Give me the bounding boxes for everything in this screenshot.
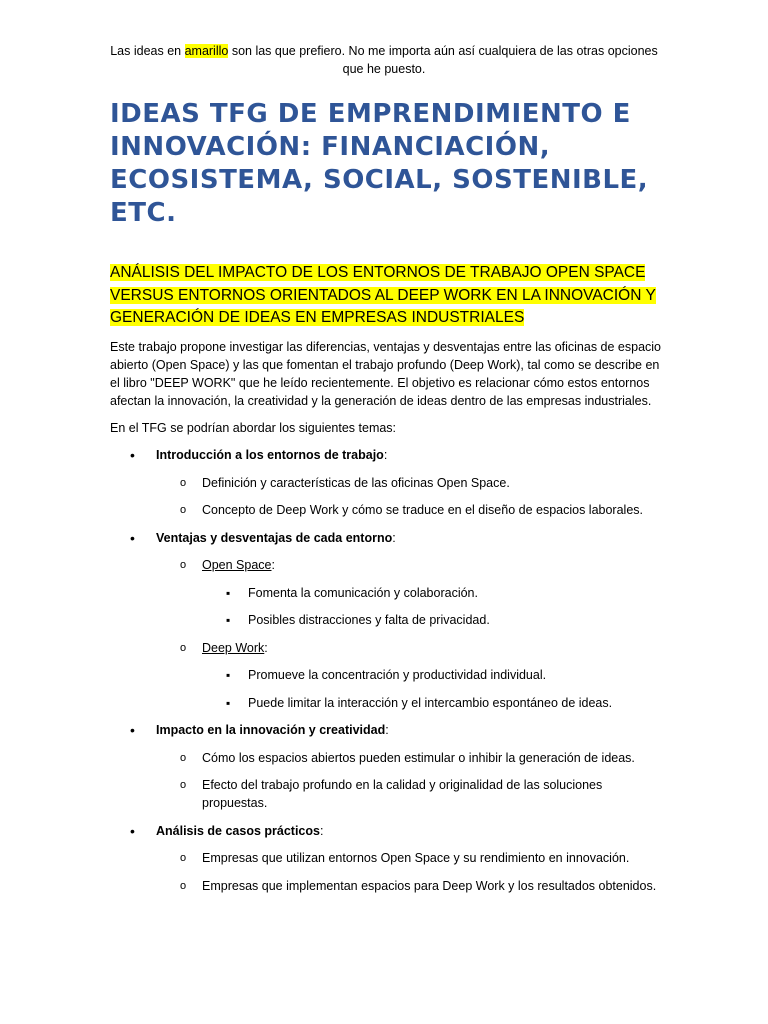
- topic-title: Ventajas y desventajas de cada entorno: [156, 530, 393, 545]
- detail-item: ▪ Posibles distracciones y falta de privacidad.: [202, 611, 665, 629]
- detail-list: [202, 584, 665, 630]
- detail-item: ▪ Puede limitar la interacción y el intercambio espontáneo de ideas.: [202, 694, 665, 712]
- topic-item: • Ventajas y desventajas de cada entorno: o Open Space: ▪ Fomenta la comunicación y colaboración. ▪ Posibles distracciones y falta de privacidad. o Deep Work: ▪ Promueve la concentración y productividad individual. ▪ Puede limitar la interacción y el intercambio espontáneo de ideas.: [110, 529, 665, 712]
- note-highlight: amarillo: [184, 44, 229, 58]
- note-text-before: Las ideas en: [110, 44, 185, 58]
- subtopic-list: [156, 849, 665, 895]
- topic-title: Introducción a los entornos de trabajo: [156, 448, 384, 462]
- subtopic-item: o Empresas que utilizan entornos Open Space y su rendimiento en innovación.: [156, 849, 665, 867]
- detail-item: ▪ Fomenta la comunicación y colaboración.: [202, 584, 665, 602]
- topic-title: Impacto en la innovación y creatividad: [156, 723, 386, 737]
- group-name: Deep Work: [202, 640, 265, 655]
- detail-list: [202, 666, 665, 712]
- subtopic-group: o Deep Work: ▪ Promueve la concentración y productividad individual. ▪ Puede limitar la interacción y el intercambio espontáneo de ideas.: [156, 639, 665, 712]
- document-title: IDEAS TFG DE EMPRENDIMIENTO E INNOVACIÓN: FINANCIACIÓN, ECOSISTEMA, SOCIAL, SOSTENIBLE, ETC.: [110, 99, 649, 228]
- subtopic-item: o Concepto de Deep Work y cómo se traduce en el diseño de espacios laborales.: [156, 501, 665, 519]
- section-heading: [110, 262, 670, 330]
- topic-item: • Introducción a los entornos de trabajo: o Definición y características de las oficinas Open Space. o Concepto de Deep Work y cómo se traduce en el diseño de espacios laborales.: [110, 446, 665, 519]
- subtopic-list: [156, 556, 665, 712]
- group-name: Open Space: [202, 558, 272, 572]
- document-body: [110, 338, 665, 904]
- topics-list: [110, 446, 665, 895]
- topic-item: • Impacto en la innovación y creatividad: o Cómo los espacios abiertos pueden estimular o inhibir la generación de ideas. o Efecto del trabajo profundo en la calidad y originalidad de las soluciones propuestas.: [110, 721, 665, 812]
- section-heading-text: ANÁLISIS DEL IMPACTO DE LOS ENTORNOS DE TRABAJO OPEN SPACE VERSUS ENTORNOS ORIENTADOS AL DEEP WORK EN LA INNOVACIÓN Y GENERACIÓN DE IDEAS EN EMPRESAS INDUSTRIALES: [110, 264, 656, 326]
- preference-note: [110, 42, 658, 78]
- subtopic-item: o Empresas que implementan espacios para Deep Work y los resultados obtenidos.: [156, 877, 665, 895]
- subtopic-item: o Efecto del trabajo profundo en la calidad y originalidad de las soluciones propuestas.: [156, 776, 665, 812]
- subtopic-list: [156, 749, 665, 813]
- subtopic-list: [156, 474, 665, 520]
- subtopic-group: o Open Space: ▪ Fomenta la comunicación y colaboración. ▪ Posibles distracciones y falta de privacidad.: [156, 556, 665, 629]
- subtopic-item: o Cómo los espacios abiertos pueden estimular o inhibir la generación de ideas.: [156, 749, 665, 767]
- subtopic-item: o Definición y características de las oficinas Open Space.: [156, 474, 665, 492]
- note-text-after: son las que prefiero. No me importa aún así cualquiera de las otras opciones que he puesto.: [228, 44, 658, 76]
- intro-paragraph: Este trabajo propone investigar las diferencias, ventajas y desventajas entre las oficinas de espacio abierto (Open Space) y las que fomentan el trabajo profundo (Deep Work), tal como se describe en el libro "DEEP WORK" que he leído recientemente. El objetivo es relacionar cómo estos entornos afectan la innovación, la creatividad y la generación de ideas dentro de las empresas industriales.: [110, 340, 662, 408]
- detail-item: ▪ Promueve la concentración y productividad individual.: [202, 666, 665, 684]
- topic-item: • Análisis de casos prácticos: o Empresas que utilizan entornos Open Space y su rendimiento en innovación. o Empresas que implementan espacios para Deep Work y los resultados obtenidos.: [110, 822, 665, 895]
- topic-title: Análisis de casos prácticos: [156, 823, 320, 838]
- lead-paragraph: En el TFG se podrían abordar los siguientes temas:: [110, 421, 397, 435]
